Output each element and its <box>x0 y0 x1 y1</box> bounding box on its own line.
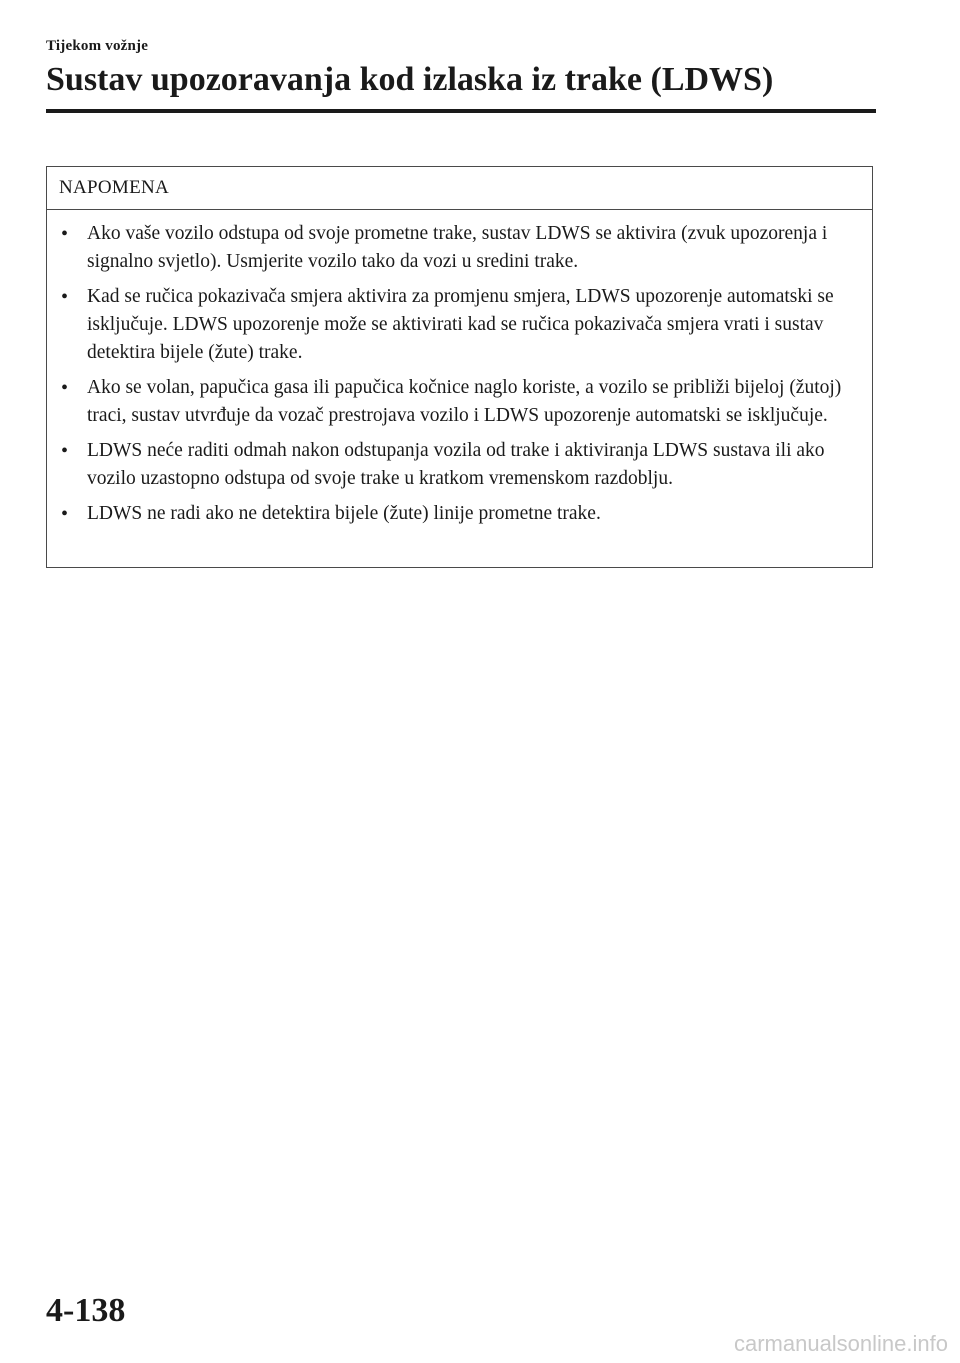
bullet-icon: • <box>61 223 69 245</box>
section-label: Tijekom vožnje <box>46 38 149 54</box>
bullet-icon: • <box>61 377 69 399</box>
note-item-text: LDWS ne radi ako ne detektira bijele (žute) linije prometne trake. <box>87 503 601 524</box>
note-item-text: Ako vaše vozilo odstupa od svoje prometne trake, sustav LDWS se aktivira (zvuk upozorenja i signalno svjetlo). Usmjerite vozilo tako da vozi u sredini trake. <box>87 223 828 272</box>
watermark: carmanualsonline.info <box>733 1331 948 1356</box>
list-item <box>61 500 858 528</box>
page-title: Sustav upozoravanja kod izlaska iz trake (LDWS) <box>46 61 774 98</box>
bullet-icon: • <box>61 440 69 462</box>
note-list <box>47 210 872 528</box>
list-item <box>61 437 858 493</box>
bullet-icon: • <box>61 286 69 308</box>
list-item <box>61 283 858 367</box>
note-heading: NAPOMENA <box>47 167 872 210</box>
note-item-text: Kad se ručica pokazivača smjera aktivira za promjenu smjera, LDWS upozorenje automatski se isključuje. LDWS upozorenje može se aktivirati kad se ručica pokazivača smjera vrati i sustav detektira bijele (žute) trake. <box>87 286 834 363</box>
list-item <box>61 374 858 430</box>
note-item-text: Ako se volan, papučica gasa ili papučica kočnice naglo koriste, a vozilo se približi bijeloj (žutoj) traci, sustav utvrđuje da vozač prestrojava vozilo i LDWS upozorenje automatski se isključuje. <box>87 377 842 426</box>
page-number: 4-138 <box>46 1292 126 1329</box>
bullet-icon: • <box>61 503 69 525</box>
note-box <box>46 166 873 568</box>
note-item-text: LDWS neće raditi odmah nakon odstupanja vozila od trake i aktiviranja LDWS sustava ili ako vozilo uzastopno odstupa od svoje trake u kratkom vremenskom razdoblju. <box>87 440 825 489</box>
title-rule <box>46 109 876 113</box>
list-item <box>61 220 858 276</box>
